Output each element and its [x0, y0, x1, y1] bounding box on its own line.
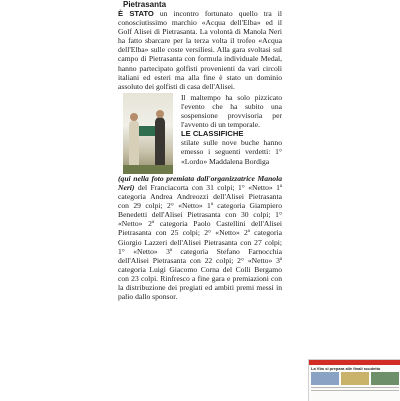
photo-row [118, 93, 282, 174]
side-column [181, 93, 282, 174]
results-text: del Franciacorta con 31 colpi; 1° «Netto» 1ª categoria Andrea Andreozzi dell'Alisei Pietrasanta con 29 colpi; 2° «Netto» 1ª categoria Giampiero Benedetti dell'Alisei Pietrasanta con 30 colpi; 1° «Netto» 2ª categoria Paolo Castellini dell'Alisei Pietrasanta con 25 colpi; 2° «Netto» 2ª categoria Giorgio Lazzeri dell'Alisei Pietrasanta con 27 colpi; 1° «Netto» 3ª categoria Stefano Farnocchia dell'Alisei Pietrasanta con 22 colpi; 2° «Netto» 3ª categoria Luigi Giacomo Corna del Colli Bergamo con 23 colpi. Rinfresco a fine gara e premiazioni con la distribuzione dei pregiati ed ambiti premi messi in palio dallo sponsor. [118, 182, 282, 302]
photo-person-left [129, 120, 139, 166]
intro-paragraph [118, 9, 282, 91]
classifiche-label: LE CLASSIFICHE [181, 129, 244, 139]
thumbnail-photo [371, 372, 399, 385]
thumbnail-photo [341, 372, 369, 385]
photo-grass [123, 165, 173, 174]
weather-paragraph: Il maltempo ha solo pizzicato l'evento che ha subito una sospensione provvisoria per l'avvento di un temporale. [181, 92, 282, 130]
thumbnail-photo [311, 372, 339, 385]
thumbnail-headline: La Vbs si prepara alle finali scudetto [311, 366, 381, 371]
lead-label: È STATO [118, 9, 154, 18]
dateline: Pietrasanta [123, 0, 167, 9]
intro-text-2: La volontà di Manola Neri ha fatto sbarcare per la terza volta il trofeo «Acqua dell'Elba» sulle coste versiliesi. Alla gara svoltasi sul campo di Pietrasanta con formula individuale Medal, hanno partecipato golfisti provenienti da vari circoli italiani ed esteri ma alla fine è stato un dominio assoluto dei golfisti di casa dell'Alisei. [118, 27, 282, 91]
classifiche-paragraph [181, 129, 282, 165]
photo-caption: (qui nella foto premiata dall'organizzatrice Manola Neri) [118, 173, 282, 192]
classifiche-intro: stilate sulle nove buche hanno emesso i seguenti verdetti: 1° «Lordo» Maddalena Bordiga [181, 138, 282, 166]
newspaper-clipping [118, 0, 282, 301]
results-paragraph [118, 174, 282, 301]
award-photo [123, 93, 173, 174]
thumbnail-photos [309, 372, 400, 385]
page-thumbnail [308, 359, 400, 401]
thumbnail-text-lines [309, 385, 400, 395]
photo-person-right [155, 117, 165, 166]
photo-plaque [139, 126, 155, 136]
intro-text: un incontro fortunato quello tra il conosciutissimo marchio «Acqua dell'Elba» ed il Golf Alisei di Pietrasanta. [118, 9, 282, 37]
